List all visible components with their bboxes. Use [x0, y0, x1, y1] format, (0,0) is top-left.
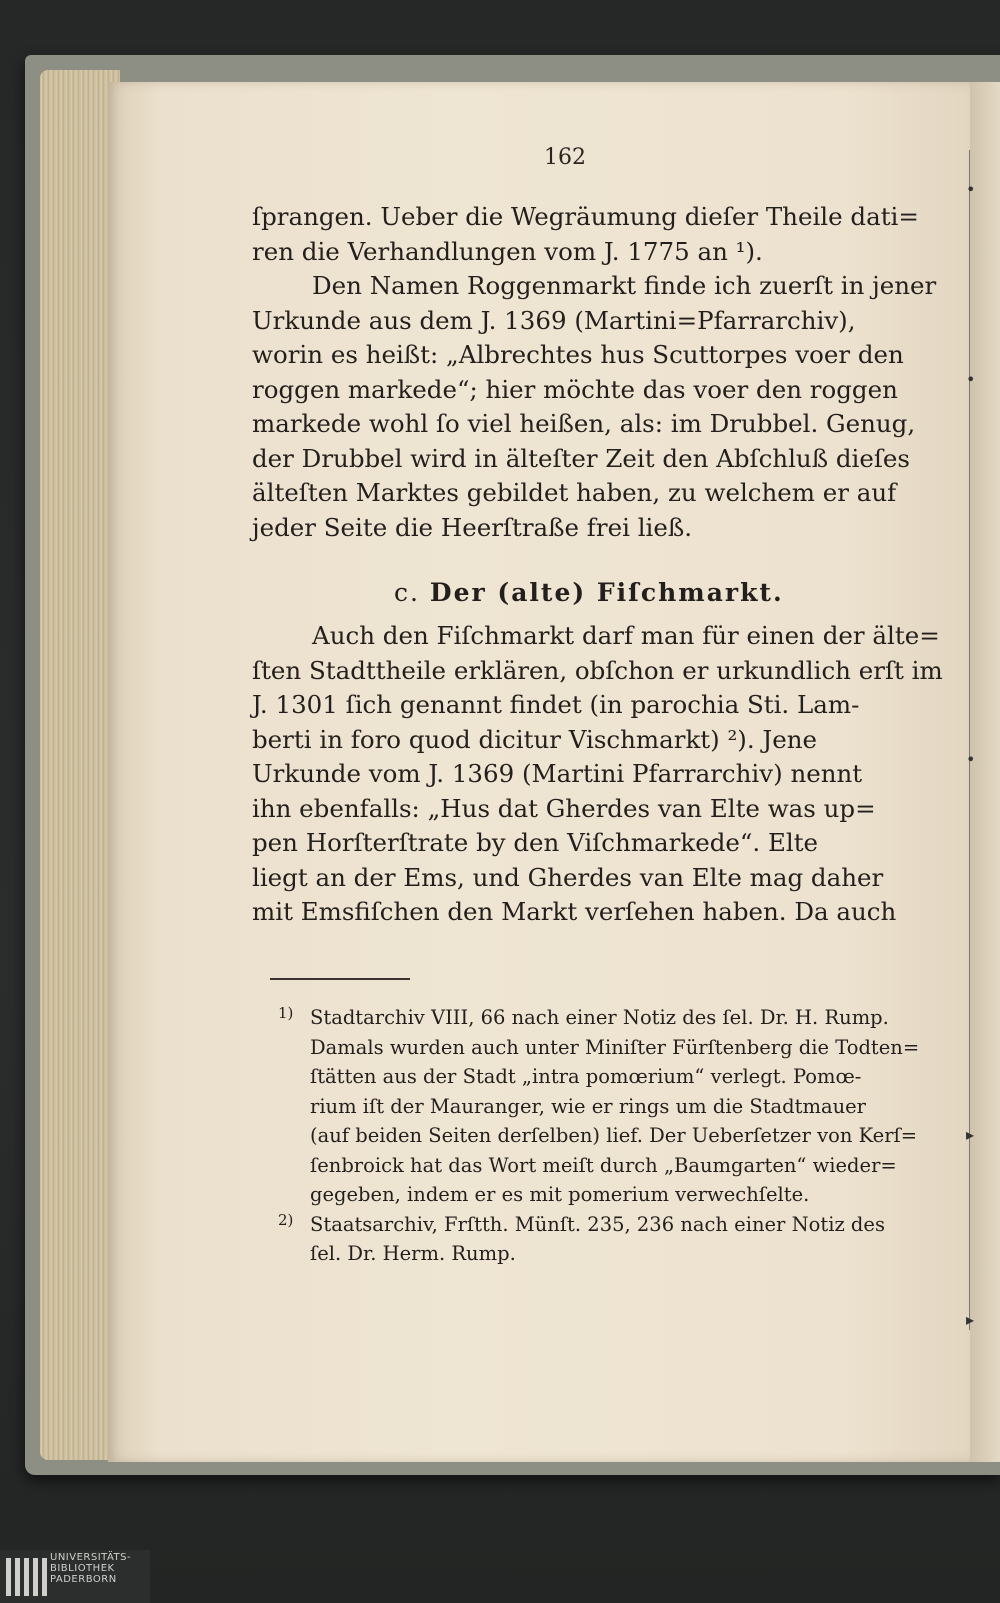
text-line: ſprangen. Ueber die Wegräumung dieſer Theile dati=: [252, 202, 919, 231]
section-letter: c.: [394, 578, 420, 607]
text-line: der Drubbel wird in älteſter Zeit den Abſchluß dieſes: [252, 443, 911, 473]
footnote-line: ſtätten aus der Stadt „intra pomœrium“ verlegt. Pomœ-: [310, 1065, 862, 1088]
text-line: ihn ebenfalls: „Hus dat Gherdes van Elte was up=: [252, 793, 876, 823]
facing-page-edge: [970, 82, 1000, 1462]
main-text: [252, 200, 943, 930]
margin-mark: •: [966, 180, 976, 199]
footnote-line: ſenbroick hat das Wort meiſt durch „Baumgarten“ wieder=: [310, 1153, 897, 1177]
logo-line: UNIVERSITÄTS-: [50, 1552, 132, 1563]
text-line: Urkunde vom J. 1369 (Martini Pfarrarchiv) nennt: [252, 759, 863, 788]
library-logo-icon: [6, 1558, 48, 1596]
footnote-line: rium iſt der Mauranger, wie er rings um die Stadtmauer: [310, 1094, 867, 1118]
footnote-mark: 2): [278, 1210, 294, 1229]
text-line: Den Namen Roggenmarkt finde ich zuerſt in jener: [312, 271, 937, 300]
footnote-mark: 1): [278, 1004, 294, 1022]
text-line: liegt an der Ems, und Gherdes van Elte mag daher: [252, 862, 884, 892]
text-line: Urkunde aus dem J. 1369 (Martini=Pfarrarchiv),: [252, 305, 856, 335]
text-line: pen Horſterſtrate by den Viſchmarkede“. Elte: [252, 828, 819, 857]
margin-mark: ▸: [966, 1310, 975, 1329]
text-line: roggen markede“; hier möchte das voer den roggen: [252, 374, 898, 404]
margin-mark: •: [966, 370, 976, 389]
library-logo-text: [50, 1552, 131, 1585]
section-title: Der (alte) Fiſchmarkt.: [429, 578, 784, 607]
footnote-line: ſel. Dr. Herm. Rump.: [310, 1242, 516, 1265]
text-line: worin es heißt: „Albrechtes hus Scuttorpes voer den: [252, 340, 904, 369]
text-line: J. 1301 ſich genannt findet (in parochia Sti. Lam-: [252, 690, 860, 719]
text-line: älteſten Marktes gebildet haben, zu welchem er auf: [252, 478, 897, 507]
footnote-rule: [270, 978, 410, 980]
margin-mark: ▸: [966, 1125, 975, 1144]
logo-line: PADERBORN: [50, 1574, 117, 1585]
footnote-line: [272, 1003, 900, 1033]
text-line: jeder Seite die Heerſtraße frei ließ.: [252, 512, 693, 542]
text-line: berti in foro quod dicitur Vischmarkt) ²). Jene: [252, 724, 818, 754]
footnote-text: Stadtarchiv VIII, 66 nach einer Notiz des ſel. Dr. H. Rump.: [310, 1006, 889, 1029]
footnote-line: Damals wurden auch unter Miniſter Fürſtenberg die Todten=: [310, 1035, 920, 1059]
text-line: ſten Stadttheile erklären, obſchon er urkundlich erſt im: [252, 655, 943, 685]
footnote-text: Staatsarchiv, Frſtth. Münſt. 235, 236 nach einer Notiz des: [310, 1212, 885, 1236]
text-line: markede wohl ſo viel heißen, als: im Drubbel. Genug,: [252, 409, 916, 438]
footnote-line: [272, 1210, 900, 1240]
text-line: mit Emsfiſchen den Markt verſehen haben. Da auch: [252, 897, 897, 926]
text-line: ren die Verhandlungen vom J. 1775 an ¹).: [252, 236, 763, 266]
margin-mark: •: [966, 750, 976, 769]
footnotes: [272, 1003, 920, 1269]
section-heading: [252, 567, 896, 619]
binding-line: [969, 150, 970, 1330]
footnote-line: gegeben, indem er es mit pomerium verwechſelte.: [310, 1183, 810, 1206]
text-line: Auch den Fiſchmarkt darf man für einen der älte=: [312, 621, 940, 650]
page-number: 162: [544, 145, 586, 170]
logo-line: BIBLIOTHEK: [50, 1563, 115, 1574]
footnote-line: (auf beiden Seiten derſelben) lief. Der Ueberſetzer von Kerſ=: [310, 1124, 918, 1147]
